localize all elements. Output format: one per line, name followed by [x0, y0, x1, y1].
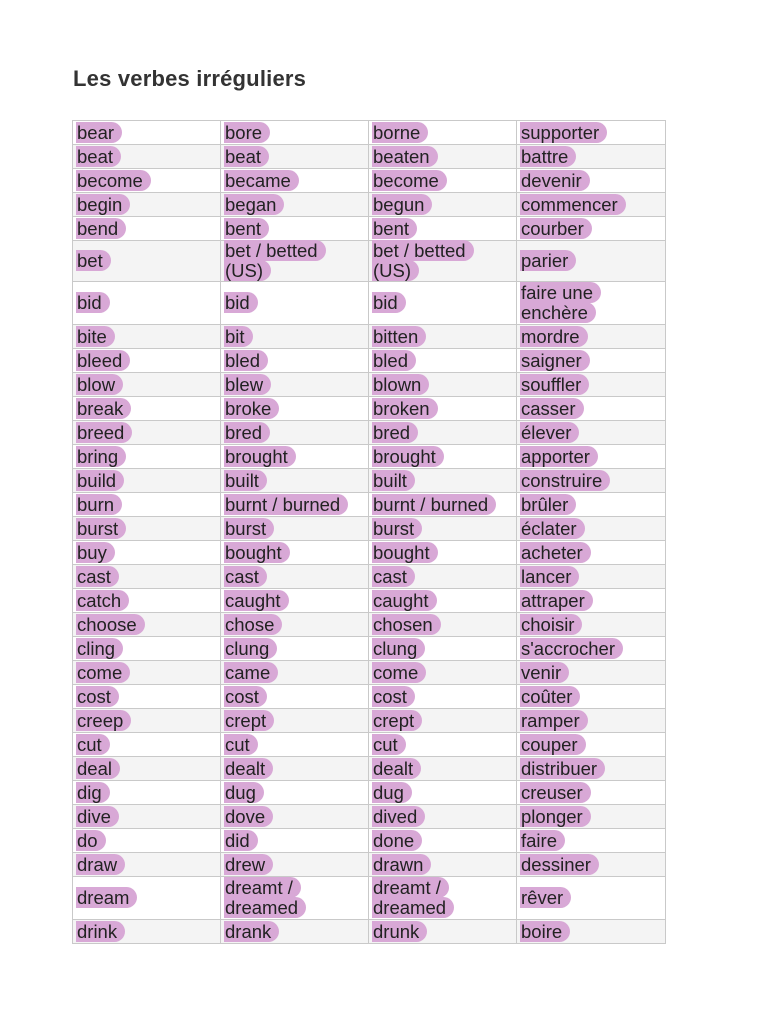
highlighted-text: coûter	[520, 686, 580, 707]
highlighted-text: bet	[76, 250, 111, 271]
preterit-cell	[221, 877, 369, 920]
preterit-cell	[221, 217, 369, 241]
translation-cell	[517, 661, 666, 685]
preterit-cell	[221, 397, 369, 421]
table-row	[73, 517, 666, 541]
highlighted-text: faire	[520, 830, 565, 851]
translation-cell	[517, 373, 666, 397]
past-participle-cell	[369, 469, 517, 493]
infinitive-cell	[73, 637, 221, 661]
preterit-cell	[221, 469, 369, 493]
infinitive-cell	[73, 145, 221, 169]
table-row	[73, 589, 666, 613]
highlighted-text: crept	[224, 710, 274, 731]
preterit-cell	[221, 493, 369, 517]
highlighted-text: bid	[372, 292, 406, 313]
highlighted-text: become	[76, 170, 151, 191]
highlighted-text: built	[372, 470, 415, 491]
infinitive-cell	[73, 877, 221, 920]
highlighted-text: bitten	[372, 326, 426, 347]
highlighted-text: dealt	[224, 758, 273, 779]
highlighted-text: chose	[224, 614, 282, 635]
highlighted-text: burn	[76, 494, 122, 515]
preterit-cell	[221, 637, 369, 661]
translation-cell	[517, 733, 666, 757]
highlighted-text: brought	[372, 446, 444, 467]
highlighted-text: build	[76, 470, 124, 491]
infinitive-cell	[73, 349, 221, 373]
preterit-cell	[221, 325, 369, 349]
highlighted-text: dug	[224, 782, 264, 803]
translation-cell	[517, 541, 666, 565]
preterit-cell	[221, 169, 369, 193]
highlighted-text: cast	[224, 566, 267, 587]
table-row	[73, 805, 666, 829]
highlighted-text: built	[224, 470, 267, 491]
past-participle-cell	[369, 349, 517, 373]
table-row	[73, 565, 666, 589]
highlighted-text: buy	[76, 542, 115, 563]
highlighted-text: become	[372, 170, 447, 191]
highlighted-text: saigner	[520, 350, 590, 371]
highlighted-text: cost	[372, 686, 415, 707]
highlighted-text: burst	[76, 518, 126, 539]
preterit-cell	[221, 805, 369, 829]
highlighted-text: do	[76, 830, 106, 851]
highlighted-text: cost	[76, 686, 119, 707]
past-participle-cell	[369, 541, 517, 565]
infinitive-cell	[73, 217, 221, 241]
highlighted-text: burst	[372, 518, 422, 539]
highlighted-text: faire une enchère	[520, 282, 601, 323]
translation-cell	[517, 709, 666, 733]
infinitive-cell	[73, 445, 221, 469]
infinitive-cell	[73, 373, 221, 397]
highlighted-text: bleed	[76, 350, 130, 371]
infinitive-cell	[73, 421, 221, 445]
preterit-cell	[221, 541, 369, 565]
highlighted-text: brûler	[520, 494, 576, 515]
highlighted-text: bought	[372, 542, 438, 563]
preterit-cell	[221, 920, 369, 944]
preterit-cell	[221, 757, 369, 781]
highlighted-text: drink	[76, 921, 125, 942]
past-participle-cell	[369, 781, 517, 805]
translation-cell	[517, 397, 666, 421]
translation-cell	[517, 781, 666, 805]
highlighted-text: dove	[224, 806, 273, 827]
translation-cell	[517, 517, 666, 541]
highlighted-text: bend	[76, 218, 126, 239]
infinitive-cell	[73, 517, 221, 541]
highlighted-text: couper	[520, 734, 586, 755]
highlighted-text: bring	[76, 446, 126, 467]
preterit-cell	[221, 709, 369, 733]
table-row	[73, 217, 666, 241]
highlighted-text: began	[224, 194, 284, 215]
highlighted-text: bled	[224, 350, 268, 371]
table-row	[73, 541, 666, 565]
highlighted-text: choisir	[520, 614, 582, 635]
infinitive-cell	[73, 757, 221, 781]
translation-cell	[517, 282, 666, 325]
past-participle-cell	[369, 193, 517, 217]
highlighted-text: became	[224, 170, 299, 191]
past-participle-cell	[369, 241, 517, 282]
highlighted-text: drawn	[372, 854, 431, 875]
highlighted-text: begin	[76, 194, 130, 215]
infinitive-cell	[73, 733, 221, 757]
highlighted-text: boire	[520, 921, 570, 942]
preterit-cell	[221, 589, 369, 613]
table-row	[73, 877, 666, 920]
highlighted-text: élever	[520, 422, 579, 443]
highlighted-text: distribuer	[520, 758, 605, 779]
highlighted-text: dived	[372, 806, 425, 827]
past-participle-cell	[369, 373, 517, 397]
page-title: Les verbes irréguliers	[73, 66, 307, 91]
irregular-verbs-table	[72, 120, 666, 944]
translation-cell	[517, 169, 666, 193]
highlighted-text: dive	[76, 806, 119, 827]
table-row	[73, 145, 666, 169]
infinitive-cell	[73, 709, 221, 733]
highlighted-text: bent	[224, 218, 269, 239]
infinitive-cell	[73, 781, 221, 805]
highlighted-text: bred	[372, 422, 418, 443]
translation-cell	[517, 469, 666, 493]
past-participle-cell	[369, 805, 517, 829]
translation-cell	[517, 565, 666, 589]
table-row	[73, 469, 666, 493]
highlighted-text: bid	[76, 292, 110, 313]
highlighted-text: dug	[372, 782, 412, 803]
table-row	[73, 613, 666, 637]
preterit-cell	[221, 829, 369, 853]
highlighted-text: creuser	[520, 782, 591, 803]
past-participle-cell	[369, 517, 517, 541]
table-row	[73, 421, 666, 445]
highlighted-text: rêver	[520, 887, 571, 908]
past-participle-cell	[369, 397, 517, 421]
highlighted-text: dig	[76, 782, 110, 803]
highlighted-text: drew	[224, 854, 273, 875]
highlighted-text: came	[224, 662, 278, 683]
table-row	[73, 733, 666, 757]
highlighted-text: deal	[76, 758, 120, 779]
table-row	[73, 282, 666, 325]
preterit-cell	[221, 661, 369, 685]
highlighted-text: creep	[76, 710, 131, 731]
infinitive-cell	[73, 565, 221, 589]
past-participle-cell	[369, 121, 517, 145]
highlighted-text: beaten	[372, 146, 438, 167]
table-row	[73, 853, 666, 877]
highlighted-text: dreamt / dreamed	[224, 877, 306, 918]
highlighted-text: come	[76, 662, 130, 683]
infinitive-cell	[73, 805, 221, 829]
highlighted-text: dessiner	[520, 854, 599, 875]
infinitive-cell	[73, 853, 221, 877]
highlighted-text: come	[372, 662, 426, 683]
translation-cell	[517, 493, 666, 517]
highlighted-text: broke	[224, 398, 279, 419]
preterit-cell	[221, 421, 369, 445]
translation-cell	[517, 853, 666, 877]
highlighted-text: éclater	[520, 518, 585, 539]
translation-cell	[517, 421, 666, 445]
highlighted-text: clung	[372, 638, 425, 659]
highlighted-text: bite	[76, 326, 115, 347]
translation-cell	[517, 805, 666, 829]
highlighted-text: acheter	[520, 542, 591, 563]
highlighted-text: cost	[224, 686, 267, 707]
infinitive-cell	[73, 661, 221, 685]
highlighted-text: bore	[224, 122, 270, 143]
translation-cell	[517, 121, 666, 145]
highlighted-text: cling	[76, 638, 123, 659]
highlighted-text: supporter	[520, 122, 607, 143]
translation-cell	[517, 193, 666, 217]
highlighted-text: burnt / burned	[224, 494, 348, 515]
highlighted-text: borne	[372, 122, 428, 143]
past-participle-cell	[369, 145, 517, 169]
translation-cell	[517, 445, 666, 469]
table-row	[73, 445, 666, 469]
preterit-cell	[221, 853, 369, 877]
highlighted-text: cut	[76, 734, 110, 755]
highlighted-text: souffler	[520, 374, 589, 395]
table-row	[73, 493, 666, 517]
infinitive-cell	[73, 241, 221, 282]
table-row	[73, 661, 666, 685]
highlighted-text: devenir	[520, 170, 590, 191]
infinitive-cell	[73, 589, 221, 613]
infinitive-cell	[73, 469, 221, 493]
preterit-cell	[221, 193, 369, 217]
preterit-cell	[221, 373, 369, 397]
infinitive-cell	[73, 325, 221, 349]
highlighted-text: lancer	[520, 566, 579, 587]
highlighted-text: mordre	[520, 326, 588, 347]
highlighted-text: blew	[224, 374, 271, 395]
highlighted-text: beat	[76, 146, 121, 167]
highlighted-text: bet / betted (US)	[224, 240, 326, 281]
infinitive-cell	[73, 493, 221, 517]
translation-cell	[517, 217, 666, 241]
highlighted-text: bought	[224, 542, 290, 563]
highlighted-text: bear	[76, 122, 122, 143]
past-participle-cell	[369, 709, 517, 733]
highlighted-text: casser	[520, 398, 584, 419]
highlighted-text: venir	[520, 662, 569, 683]
table-row	[73, 685, 666, 709]
preterit-cell	[221, 517, 369, 541]
table-row	[73, 781, 666, 805]
past-participle-cell	[369, 829, 517, 853]
highlighted-text: choose	[76, 614, 145, 635]
translation-cell	[517, 145, 666, 169]
highlighted-text: drank	[224, 921, 279, 942]
highlighted-text: bet / betted (US)	[372, 240, 474, 281]
table-row	[73, 829, 666, 853]
highlighted-text: breed	[76, 422, 132, 443]
infinitive-cell	[73, 920, 221, 944]
past-participle-cell	[369, 493, 517, 517]
past-participle-cell	[369, 685, 517, 709]
highlighted-text: did	[224, 830, 258, 851]
highlighted-text: done	[372, 830, 422, 851]
past-participle-cell	[369, 169, 517, 193]
highlighted-text: attraper	[520, 590, 593, 611]
infinitive-cell	[73, 282, 221, 325]
highlighted-text: commencer	[520, 194, 626, 215]
translation-cell	[517, 637, 666, 661]
highlighted-text: construire	[520, 470, 610, 491]
translation-cell	[517, 613, 666, 637]
preterit-cell	[221, 241, 369, 282]
table-row	[73, 637, 666, 661]
translation-cell	[517, 877, 666, 920]
table-row	[73, 349, 666, 373]
highlighted-text: plonger	[520, 806, 591, 827]
highlighted-text: caught	[372, 590, 437, 611]
past-participle-cell	[369, 757, 517, 781]
highlighted-text: begun	[372, 194, 432, 215]
highlighted-text: blow	[76, 374, 123, 395]
past-participle-cell	[369, 421, 517, 445]
table-row	[73, 193, 666, 217]
table-row	[73, 757, 666, 781]
highlighted-text: caught	[224, 590, 289, 611]
highlighted-text: s'accrocher	[520, 638, 623, 659]
table-row	[73, 920, 666, 944]
translation-cell	[517, 589, 666, 613]
past-participle-cell	[369, 920, 517, 944]
preterit-cell	[221, 685, 369, 709]
highlighted-text: burst	[224, 518, 274, 539]
highlighted-text: broken	[372, 398, 438, 419]
infinitive-cell	[73, 397, 221, 421]
highlighted-text: courber	[520, 218, 592, 239]
table-row	[73, 709, 666, 733]
highlighted-text: cut	[372, 734, 406, 755]
highlighted-text: cast	[372, 566, 415, 587]
translation-cell	[517, 349, 666, 373]
preterit-cell	[221, 282, 369, 325]
highlighted-text: dreamt / dreamed	[372, 877, 454, 918]
table-row	[73, 169, 666, 193]
past-participle-cell	[369, 853, 517, 877]
preterit-cell	[221, 349, 369, 373]
preterit-cell	[221, 781, 369, 805]
highlighted-text: chosen	[372, 614, 441, 635]
past-participle-cell	[369, 661, 517, 685]
past-participle-cell	[369, 565, 517, 589]
highlighted-text: cut	[224, 734, 258, 755]
highlighted-text: clung	[224, 638, 277, 659]
infinitive-cell	[73, 121, 221, 145]
infinitive-cell	[73, 541, 221, 565]
table-row	[73, 373, 666, 397]
highlighted-text: ramper	[520, 710, 588, 731]
highlighted-text: apporter	[520, 446, 598, 467]
infinitive-cell	[73, 169, 221, 193]
highlighted-text: bred	[224, 422, 270, 443]
translation-cell	[517, 241, 666, 282]
past-participle-cell	[369, 877, 517, 920]
translation-cell	[517, 325, 666, 349]
translation-cell	[517, 757, 666, 781]
highlighted-text: brought	[224, 446, 296, 467]
highlighted-text: burnt / burned	[372, 494, 496, 515]
highlighted-text: drunk	[372, 921, 427, 942]
highlighted-text: bit	[224, 326, 253, 347]
highlighted-text: break	[76, 398, 131, 419]
infinitive-cell	[73, 829, 221, 853]
highlighted-text: bent	[372, 218, 417, 239]
preterit-cell	[221, 613, 369, 637]
preterit-cell	[221, 565, 369, 589]
highlighted-text: beat	[224, 146, 269, 167]
highlighted-text: crept	[372, 710, 422, 731]
highlighted-text: battre	[520, 146, 576, 167]
past-participle-cell	[369, 217, 517, 241]
infinitive-cell	[73, 613, 221, 637]
past-participle-cell	[369, 325, 517, 349]
past-participle-cell	[369, 589, 517, 613]
highlighted-text: draw	[76, 854, 125, 875]
infinitive-cell	[73, 193, 221, 217]
past-participle-cell	[369, 445, 517, 469]
highlighted-text: dream	[76, 887, 137, 908]
preterit-cell	[221, 445, 369, 469]
past-participle-cell	[369, 613, 517, 637]
preterit-cell	[221, 733, 369, 757]
translation-cell	[517, 829, 666, 853]
past-participle-cell	[369, 637, 517, 661]
past-participle-cell	[369, 282, 517, 325]
past-participle-cell	[369, 733, 517, 757]
highlighted-text: cast	[76, 566, 119, 587]
highlighted-text: bled	[372, 350, 416, 371]
highlighted-text: blown	[372, 374, 429, 395]
highlighted-text: parier	[520, 250, 576, 271]
table-row	[73, 121, 666, 145]
highlighted-text: bid	[224, 292, 258, 313]
translation-cell	[517, 685, 666, 709]
highlighted-text: catch	[76, 590, 129, 611]
table-row	[73, 325, 666, 349]
highlighted-text: dealt	[372, 758, 421, 779]
table-row	[73, 241, 666, 282]
preterit-cell	[221, 145, 369, 169]
preterit-cell	[221, 121, 369, 145]
translation-cell	[517, 920, 666, 944]
infinitive-cell	[73, 685, 221, 709]
table-row	[73, 397, 666, 421]
